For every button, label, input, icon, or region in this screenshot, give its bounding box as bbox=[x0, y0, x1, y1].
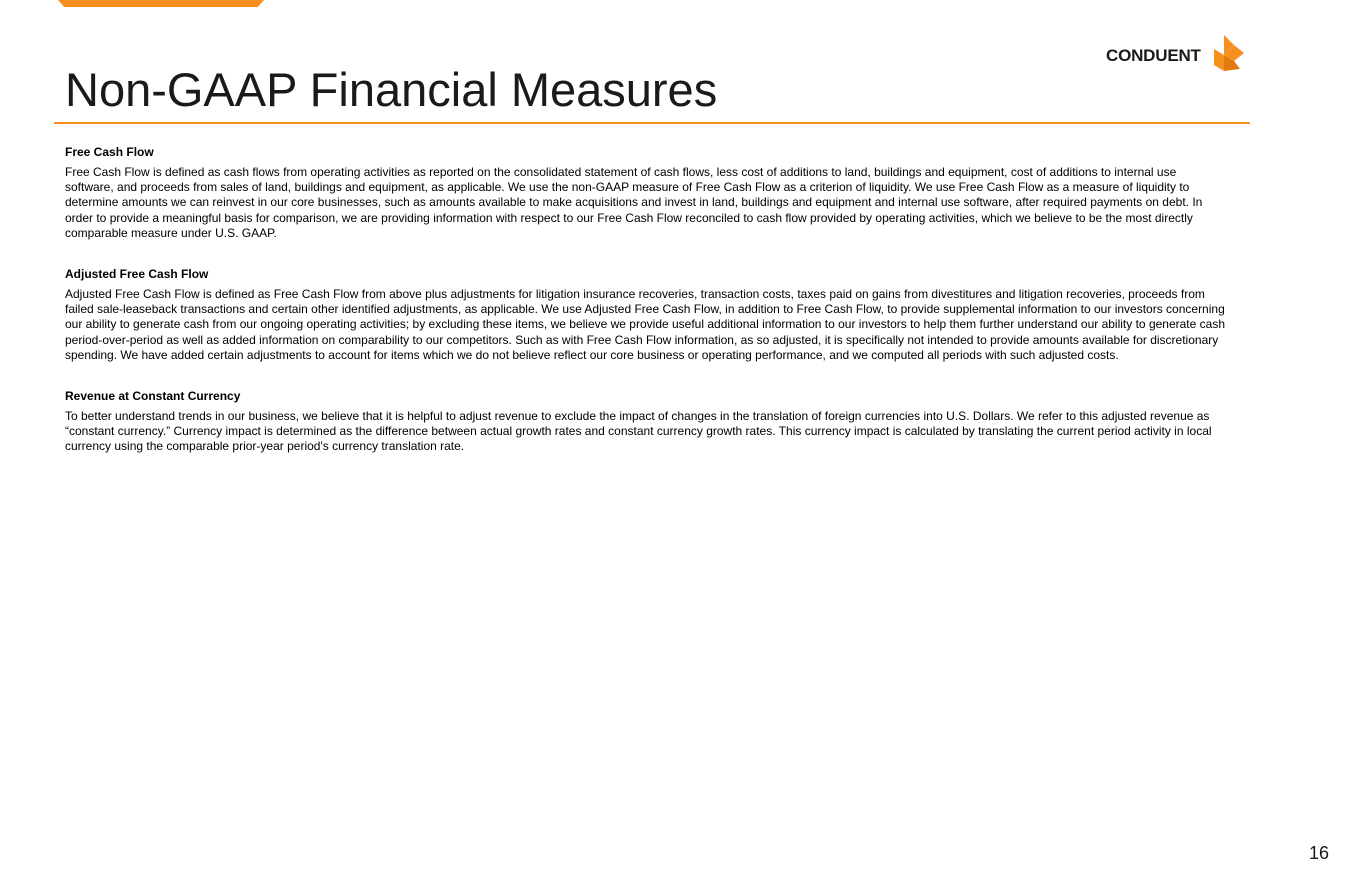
conduent-logo bbox=[1104, 33, 1254, 75]
page-number: 16 bbox=[1309, 843, 1330, 863]
section-body: Free Cash Flow is defined as cash flows from operating activities as reported on the consolidated statement of cash flows, less cost of additions to land, buildings and equipment, cost of additions to internal use software, and proceeds from sales of land, buildings and equipment, as applicable. We use the non-GAAP measure of Free Cash Flow as a criterion of liquidity. We use Free Cash Flow as a measure of liquidity to determine amounts we can reinvest in our core businesses, such as amounts available to make acquisitions and invest in land, buildings and equipment and internal use software, after required payments on debt. In order to provide a meaningful basis for comparison, we are providing information with respect to our Free Cash Flow reconciled to cash flow provided by operating activities, which we believe to be the most directly comparable measure under U.S. GAAP. bbox=[65, 165, 1203, 240]
page-title: Non-GAAP Financial Measures bbox=[65, 63, 718, 116]
logo-wordmark: CONDUENT bbox=[1106, 46, 1201, 65]
top-accent-bar bbox=[58, 0, 264, 7]
section-body: Adjusted Free Cash Flow is defined as Free Cash Flow from above plus adjustments for litigation insurance recoveries, transaction costs, taxes paid on gains from divestitures and litigation recoveries, proceeds from failed sale-leaseback transactions and certain other identified adjustments, as applicable. We use Adjusted Free Cash Flow, in addition to Free Cash Flow, to provide supplemental information to our investors concerning our ability to generate cash from our ongoing operating activities; by excluding these items, we believe we provide useful additional information to our investors to help them further understand our ability to generate cash period-over-period as well as added information on comparability to our competitors. Such as with Free Cash Flow information, as so adjusted, it is specifically not intended to provide amounts available for discretionary spending. We have added certain adjustments to account for items which we do not believe reflect our core business or operating performance, and we computed all periods with such adjusted costs. bbox=[65, 287, 1225, 362]
section-revenue-constant-currency bbox=[65, 389, 1225, 455]
section-free-cash-flow bbox=[65, 145, 1225, 241]
section-heading: Adjusted Free Cash Flow bbox=[65, 267, 209, 282]
content-area bbox=[65, 145, 1225, 481]
section-heading: Free Cash Flow bbox=[65, 145, 154, 159]
section-body: To better understand trends in our business, we believe that it is helpful to adjust revenue to exclude the impact of changes in the translation of foreign currencies into U.S. Dollars. We refer to this adjusted revenue as “constant currency.” Currency impact is determined as the difference between actual growth rates and constant currency growth rates. This currency impact is calculated by translating the current period activity in local currency using the comparable prior-year period's currency translation rate. bbox=[65, 409, 1212, 454]
section-heading: Revenue at Constant Currency bbox=[65, 389, 241, 404]
section-adjusted-free-cash-flow bbox=[65, 267, 1225, 363]
conduent-logo-icon bbox=[1210, 33, 1250, 73]
title-divider bbox=[54, 122, 1250, 124]
